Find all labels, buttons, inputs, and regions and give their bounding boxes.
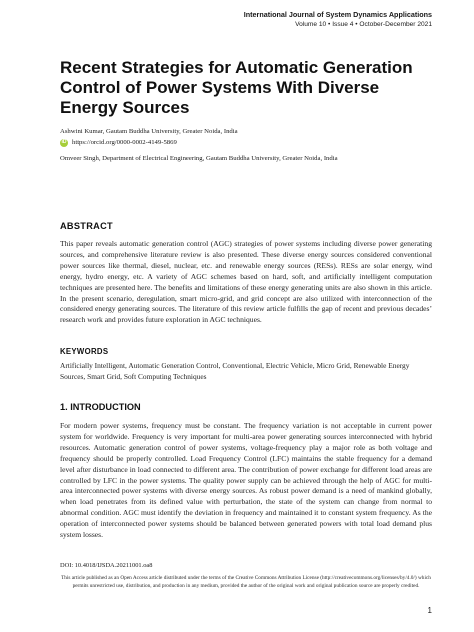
journal-name: International Journal of System Dynamics Applications (243, 10, 432, 19)
journal-header (244, 10, 432, 30)
keywords-text: Artificially Intelligent, Automatic Generation Control, Conventional, Electric Vehicle, Micro Grid, Renewable Energy Sources, Smart Grid, Soft Computing Techniques (60, 361, 410, 381)
keywords-heading: KEYWORDS (60, 347, 109, 356)
doi: DOI: 10.4018/IJSDA.20211001.oa8 (60, 562, 153, 569)
orcid-icon: iD (61, 139, 67, 145)
paper-title: Recent Strategies for Automatic Generation Control of Power Systems With Diverse Energy Sources (60, 58, 413, 117)
abstract-text: This paper reveals automatic generation control (AGC) strategies of power systems including diverse power generating sources, and comprehensive literature review is also presented. These diverse energy sources considered conventional power sources like thermal, diesel, nuclear, etc. and renewable energy sources (RESs). RESs are solar energy, wind energy, hydro energy, etc. A variety of AGC schemes based on hard, soft, and artificially intelligent computation techniques are presented here. The benefits and limitations of these energy generating units are also shown in this article. In the present scenario, deregulation, smart micro-grid, and grid concept are also utilized with interconnection of the considered energy generating sources. The literature of this review article fulfills the gap of recent and previous decades’ research work and provides future exploration in AGC techniques. (60, 239, 432, 325)
orcid-link[interactable]: https://orcid.org/0000-0002-4149-5869 (72, 139, 177, 146)
page-number: 1 (427, 606, 432, 615)
journal-issue: Volume 10 • Issue 4 • October-December 2021 (295, 21, 432, 28)
introduction-heading: 1. INTRODUCTION (60, 402, 141, 412)
orcid-line[interactable] (60, 138, 177, 147)
license-notice: This article published as an Open Access article distributed under the terms of the Creative Commons Attribution License (http://creativecommons.org/licenses/by/4.0/) which permits unrestricted use, distribution, and production in any medium, provided the author of the original work and original publication source are properly credited. (61, 575, 431, 589)
author-1: Ashwini Kumar, Gautam Buddha University, Greater Noida, India (60, 128, 238, 135)
abstract-heading: ABSTRACT (60, 221, 113, 231)
author-2: Omveer Singh, Department of Electrical Engineering, Gautam Buddha University, Greater Noida, India (60, 155, 338, 162)
introduction-text: For modern power systems, frequency must be constant. The frequency variation is not acceptable in current power system for worldwide. Frequency is very important for multi-area power generating sources interconnected with hybrid resources. Automatic generation control of power systems, voltage-frequency play a major role as both voltage and frequency should be properly controlled. Load Frequency Control (LFC) maintains the stable frequency for a demand level after disturbance in load connected to different area. The contribution of power exchange for different load areas are controlled by LFC in the power systems. The quality power supply can be achieved through the help of AGC for multi-area interconnected power systems with diverse energy sources. As robust power demand is a need of mankind globally, when load penetrates from its defined value with perturbation, the state of the system can change from normal to abnormal condition. AGC must identify the deviation in frequency and maintained it to constant system frequency. As the operation of interconnected power systems should be balanced between generated powers with total load demand plus system losses. (60, 421, 432, 540)
